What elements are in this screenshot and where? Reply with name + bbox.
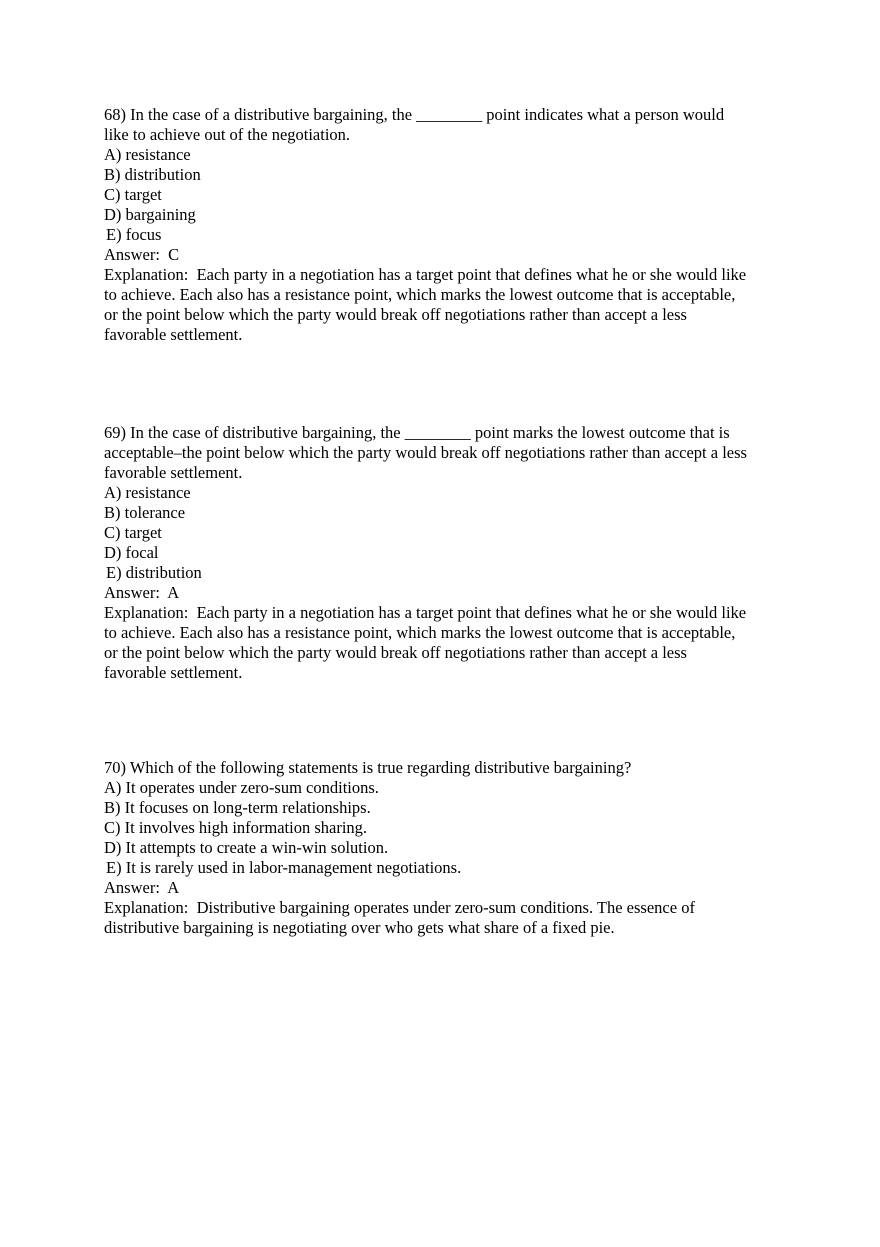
answer-option-e: E) distribution [106,563,202,582]
answer-option-a: A) It operates under zero-sum conditions. [104,778,379,797]
answer-option-e: E) focus [106,225,162,244]
answer-option-d: D) It attempts to create a win-win solution. [104,838,389,857]
explanation-line: favorable settlement. [104,663,243,682]
question-stem-line: favorable settlement. [104,463,243,482]
question-70 [104,758,794,938]
answer-option-c: C) It involves high information sharing. [104,818,368,837]
explanation-line: or the point below which the party would break off negotiations rather than accept a less [104,643,687,662]
answer-key: Answer: A [104,583,180,602]
answer-option-a: A) resistance [104,145,191,164]
explanation-line: to achieve. Each also has a resistance point, which marks the lowest outcome that is acceptable, [104,285,736,304]
answer-option-d: D) focal [104,543,159,562]
answer-option-c: C) target [104,185,162,204]
answer-option-b: B) tolerance [104,503,186,522]
explanation-line: favorable settlement. [104,325,243,344]
explanation-line: or the point below which the party would break off negotiations rather than accept a less [104,305,687,324]
question-stem-line: 69) In the case of distributive bargaining, the ________ point marks the lowest outcome that is [104,423,730,442]
answer-option-e: E) It is rarely used in labor-management negotiations. [106,858,462,877]
question-stem-line: 68) In the case of a distributive bargaining, the ________ point indicates what a person would [104,105,725,124]
answer-key: Answer: C [104,245,180,264]
question-stem-line: 70) Which of the following statements is true regarding distributive bargaining? [104,758,632,777]
question-68 [104,105,794,345]
explanation-line: Explanation: Each party in a negotiation has a target point that defines what he or she would like [104,603,747,622]
explanation-line: to achieve. Each also has a resistance point, which marks the lowest outcome that is acceptable, [104,623,736,642]
answer-option-b: B) It focuses on long-term relationships. [104,798,371,817]
explanation-line: Explanation: Distributive bargaining operates under zero-sum conditions. The essence of [104,898,695,917]
answer-option-c: C) target [104,523,162,542]
answer-key: Answer: A [104,878,180,897]
explanation-line: distributive bargaining is negotiating over who gets what share of a fixed pie. [104,918,615,937]
explanation-line: Explanation: Each party in a negotiation has a target point that defines what he or she would like [104,265,747,284]
question-69 [104,423,794,683]
question-stem-line: like to achieve out of the negotiation. [104,125,351,144]
question-stem-line: acceptable–the point below which the party would break off negotiations rather than accept a less [104,443,747,462]
answer-option-d: D) bargaining [104,205,196,224]
answer-option-a: A) resistance [104,483,191,502]
answer-option-b: B) distribution [104,165,201,184]
